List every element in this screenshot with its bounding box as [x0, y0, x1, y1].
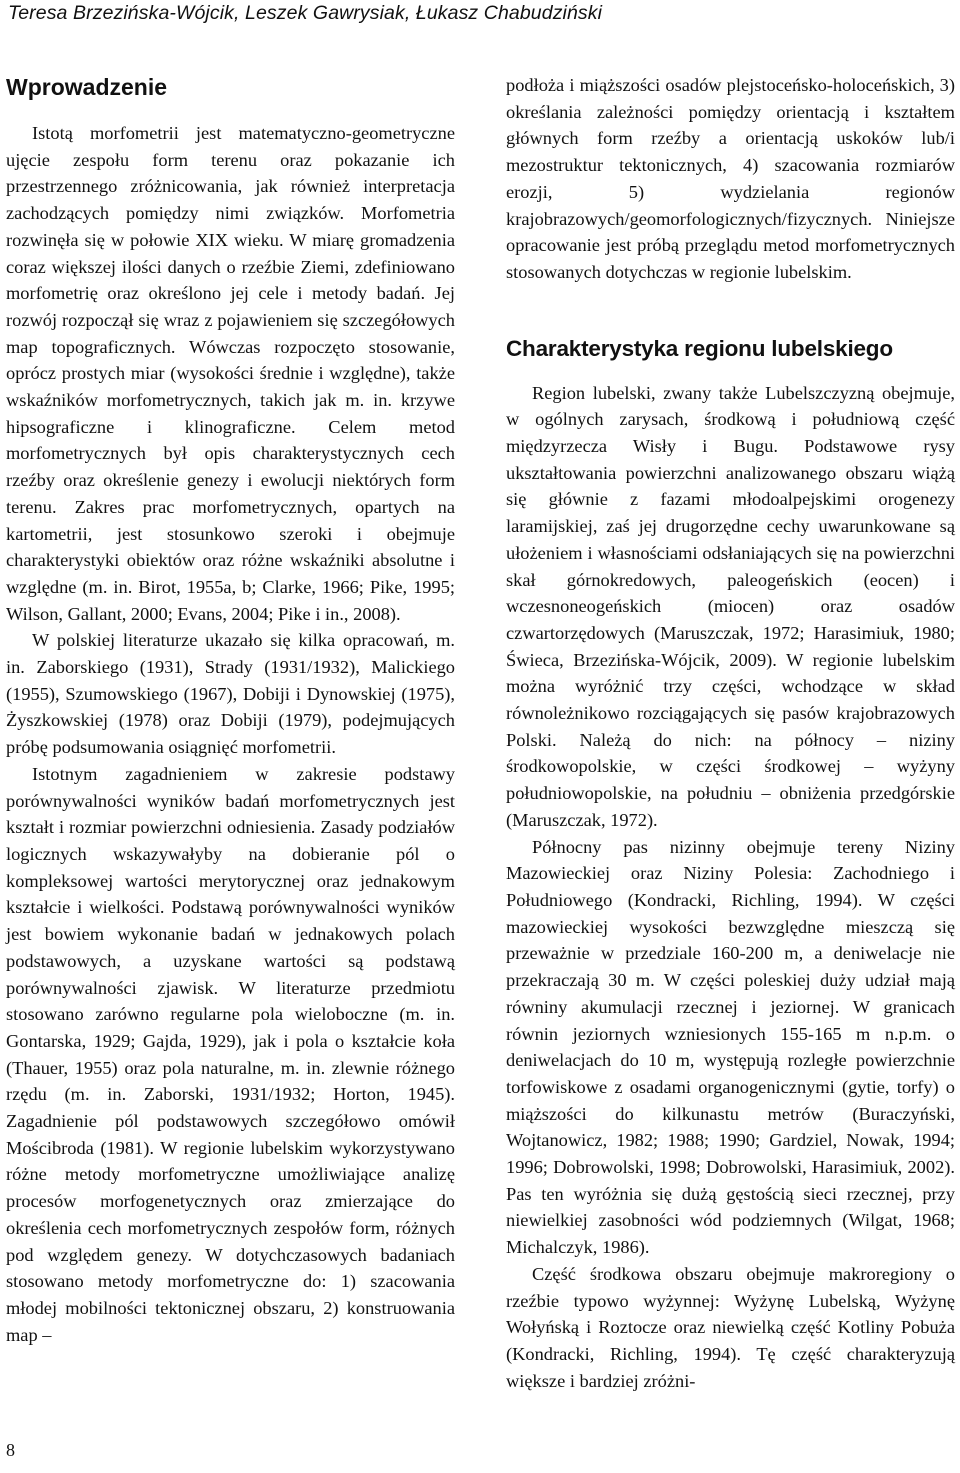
paragraph: Część środkowa obszaru obejmuje makroregiony o rzeźbie typowo wyżynnej: Wyżynę Lubelską, Wyżynę Wołyńską i Roztocze oraz niewielką część Kotliny Pobuża (Kondracki, Richling, 1994). Tę część charakteryzują większe i bardziej zróżni-: [506, 1263, 955, 1391]
right-column: [506, 72, 955, 1394]
paragraph: Region lubelski, zwany także Lubelszczyzną obejmuje, w ogólnych zarysach, środkową i południową część międzyrzecza Wisły i Bugu. Podstawowe rysy ukształtowania powierzchni analizowanego obszaru wiążą się głównie z fazami młodoalpejskimi orogenezy laramijskiej, zaś jej drugorzędne cechy uwarunkowane są ułożeniem i własnościami odsłaniających się na powierzchni skał górnokredowych, paleogeńskich (eocen) i wczesnoneogeńskich (miocen) oraz osadów czwartorzędowych (Maruszczak, 1972; Harasimiuk, 1980; Świeca, Brzezińska-Wójcik, 2009). W regionie lubelskim można wyróżnić trzy części, wchodzące w skład równoleżnikowo rozciągających się pasów krajobrazowych Polski. Należą do nich: na północy – niziny środkowopolskie, w części środkowej – wyżyny południowopolskie, na południu – obniżenia przedgórskie (Maruszczak, 1972).: [506, 382, 955, 830]
paragraph-continuation: podłoża i miąższości osadów plejstoceńsko-holoceńskich, 3) określania zależności pomiędzy orientacją i kształtem głównych form rzeźby a orientacją uskoków lub/i mezostruktur tektonicznych, 4) szacowania rozmiarów erozji, 5) wydzielania regionów krajobrazowych/geomorfologicznych/fizycznych. Niniejsze opracowanie jest próbą przeglądu metod morfometrycznych stosowanych dotychczas w regionie lubelskim.: [506, 75, 955, 282]
paragraph: Północny pas nizinny obejmuje tereny Niziny Mazowieckiej oraz Niziny Polesia: Zachodniego i Południowego (Kondracki, Richling, 1994). W części mazowieckiej wysokości bezwzględne mieszczą się przeważnie w przedziale 160-200 m, a deniwelacje nie przekraczają 30 m. W części poleskiej duży udział mają równiny akumulacji rzecznej i jeziornej. W granicach równin jeziornych wzniesionych 155-165 m n.p.m. o deniwelacjach do 10 m, występują rozległe powierzchnie torfowiskowe z osadami organogenicznymi (gytie, torfy) o miąższości do kilkunastu metrów (Buraczyński, Wojtanowicz, 1982; 1988; 1990; Gardziel, Nowak, 1994; 1996; Dobrowolski, 1998; Dobrowolski, Harasimiuk, 2002). Pas ten wyróżnia się dużą gęstością sieci rzecznej, przy niewielkiej zasobności wód podziemnych (Wilgat, 1968; Michalczyk, 1986).: [506, 836, 955, 1258]
paragraph: Istotą morfometrii jest matematyczno-geometryczne ujęcie zespołu form terenu oraz pokazanie ich przestrzennego zróżnicowania, jak również interpretacja zachodzących pomiędzy nimi związków. Morfometria rozwinęła się w połowie XIX wieku. W miarę gromadzenia coraz większej ilości danych o rzeźbie Ziemi, zdefiniowano morfometrię oraz określono jej cele i metody badań. Jej rozwój rozpoczął się wraz z pojawieniem się szczegółowych map topograficznych. Wówczas rozpoczęto stosowanie, oprócz prostych miar (wysokości średnie i względne), także wskaźników morfometrycznych, takich jak m. in. krzywe hipsograficzne i klinograficzne. Celem metod morfometrycznych był opis charakterystycznych cech rzeźby oraz określenie genezy i ewolucji niektórych form terenu. Zakres prac morfometrycznych, opartych na kartometrii, jest stosunkowo szeroki i obejmuje charakterystyki obiektów oraz różne wskaźniki absolutne i względne (m. in. Birot, 1955a, b; Clarke, 1966; Pike, 1995; Wilson, Gallant, 2000; Evans, 2004; Pike i in., 2008).: [6, 123, 455, 624]
section-heading-region: Charakterystyka regionu lubelskiego: [506, 335, 893, 361]
paragraph: W polskiej literaturze ukazało się kilka opracowań, m. in. Zaborskiego (1931), Strady (1931/1932), Malickiego (1955), Szumowskiego (1967), Dobiji i Dynowskiej (1975), Żyszkowskiej (1978) oraz Dobiji (1979), podejmujących próbę podsumowania osiągnięć morfometrii.: [6, 630, 455, 758]
paragraph: Istotnym zagadnieniem w zakresie podstawy porównywalności wyników badań morfometrycznych jest kształt i rozmiar powierzchni odniesienia. Zasady podziałów logicznych wskazywałyby na dobieranie pól o kompleksowej wartości merytorycznej oraz jednakowym kształcie i wielkości. Podstawą porównywalności wyników jest bowiem wykonanie badań w jednakowych polach podstawowych, a uzyskane wartości są podstawą porównywalności zjawisk. W literaturze przedmiotu stosowano zarówno regularne pola wieloboczne (m. in. Gontarska, 1929; Gajda, 1929), jak i pola o kształcie koła (Thauer, 1955) oraz pola naturalne, m. in. zlewnie różnego rzędu (m. in. Zaborski, 1931/1932; Horton, 1945). Zagadnienie pól podstawowych szczegółowo omówił Mościbroda (1981). W regionie lubelskim wykorzystywano różne metody morfometryczne umożliwiające analizę procesów morfogenetycznych oraz zmierzające do określenia cech morfometrycznych zespołów form, różnych pod względem genezy. W dotychczasowych badaniach stosowano metody morfometryczne do: 1) szacowania młodej mobilności tektonicznej obszaru, 2) konstruowania map –: [6, 763, 455, 1345]
left-column: [6, 72, 455, 1348]
page-number: 8: [6, 1440, 15, 1460]
section-heading-introduction: Wprowadzenie: [6, 74, 168, 100]
running-head-authors: Teresa Brzezińska-Wójcik, Leszek Gawrysiak, Łukasz Chabudziński: [8, 2, 603, 24]
